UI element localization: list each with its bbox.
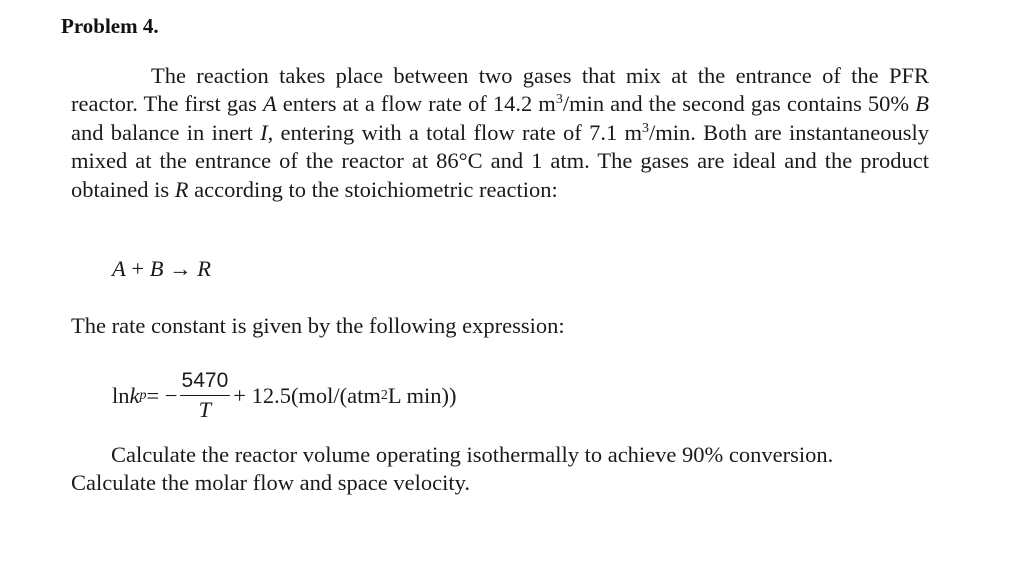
fraction <box>180 369 231 423</box>
question-text <box>71 441 929 498</box>
var-a: A <box>262 91 277 117</box>
var-b: B <box>915 91 929 117</box>
rate-constant-equation: ln k p = − $\frac{5470}{T}$ + 12.5(mol/(atm 2 L min)) <box>112 369 457 422</box>
question-line-2: Calculate the molar flow and space velocity. <box>71 470 471 496</box>
var-r: R <box>174 176 189 202</box>
fraction-numerator: 5470 <box>180 369 231 396</box>
reaction-equation: A + B → R <box>112 256 211 281</box>
var-i: I <box>260 119 268 145</box>
rate-constant-text: The rate constant is given by the following expression: <box>71 313 565 338</box>
question-line-1: Calculate the reactor volume operating isothermally to achieve 90% conversion. <box>111 442 834 467</box>
problem-statement: The reaction takes place between two gases that mix at the entrance of the PFR reactor. The first gas A enters at a flow rate of 14.2 $m^3/\min$ and the second gas contains 50% B and balance in inert I, entering with a total flow rate of 7.1 $m^3/\min$. Both are instantaneously mixed at the entrance of the reactor at 86°C and 1 atm. The gases are ideal and the product obtained is R according to the stoichiometric reaction: <box>71 63 929 202</box>
fraction-denominator: T <box>198 397 212 422</box>
problem-heading: Problem 4. <box>61 14 159 38</box>
